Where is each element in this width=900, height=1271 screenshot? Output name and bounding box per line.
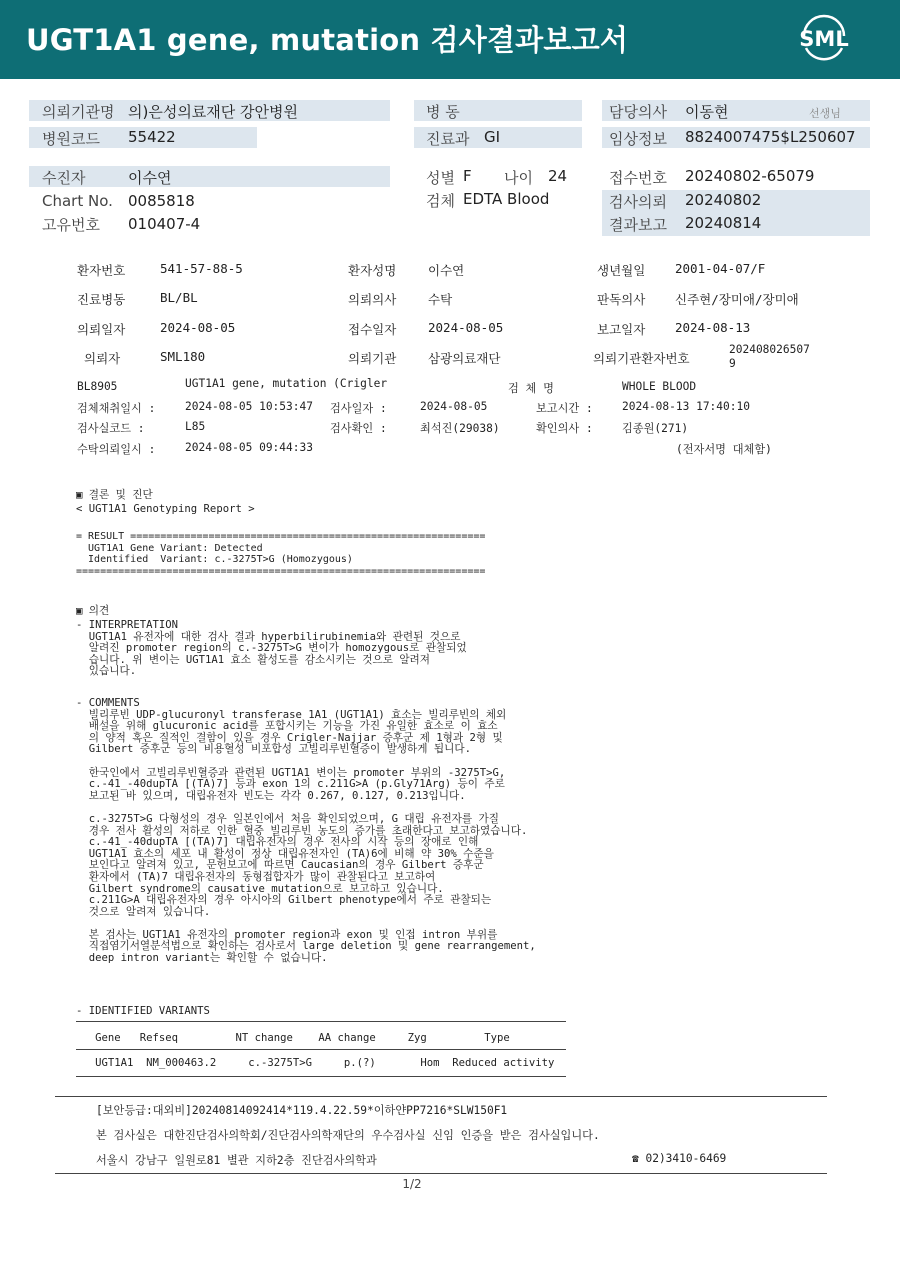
report-title: UGT1A1 gene, mutation 검사결과보고서 <box>26 23 629 57</box>
specimen-value: EDTA Blood <box>463 190 550 208</box>
institution-value: 의)은성의료재단 강안병원 <box>128 103 299 121</box>
recdate-label: 접수일자 <box>348 322 397 337</box>
refdate-label: 의뢰일자 <box>77 322 126 337</box>
reporttime-value: 2024-08-13 17:40:10 <box>622 400 750 413</box>
testdate-value: 2024-08-05 <box>420 400 488 413</box>
repdate-value: 2024-08-13 <box>675 320 751 335</box>
test-specimen-label: 검 체 명 <box>508 382 554 395</box>
refinst-value: 삼광의료재단 <box>428 351 501 366</box>
consign-label: 수탁의뢰일시 : <box>77 443 156 456</box>
checker-value: 최석진(29038) <box>420 422 500 435</box>
refpid-value-2: 9 <box>729 357 736 370</box>
refdoc-label: 의뢰의사 <box>348 292 397 307</box>
uid-value: 010407-4 <box>128 215 201 233</box>
dept-value: GI <box>484 128 501 146</box>
hospital-code-label: 병원코드 <box>42 130 100 148</box>
result-heading: ▣ 결론 및 진단 <box>76 489 153 501</box>
request-label: 검사의뢰 <box>609 193 667 211</box>
variants-header: Gene Refseq NT change AA change Zyg Type <box>76 1032 510 1044</box>
report-value: 20240814 <box>685 214 762 232</box>
variants-heading: - IDENTIFIED VARIANTS <box>76 1005 210 1017</box>
receipt-label: 접수번호 <box>609 169 667 187</box>
refpid-value-1: 202408026507 <box>729 343 810 356</box>
test-name: UGT1A1 gene, mutation (Crigler <box>185 377 388 390</box>
uid-label: 고유번호 <box>42 216 100 234</box>
collect-value: 2024-08-05 10:53:47 <box>185 400 313 413</box>
doctor-value: 이동현 <box>685 103 729 121</box>
sex-value: F <box>463 167 472 185</box>
clinical-label: 임상정보 <box>609 130 667 148</box>
reader-value: 신주현/장미애/장미애 <box>675 292 799 307</box>
requester-label: 의뢰자 <box>84 351 121 366</box>
refdate-value: 2024-08-05 <box>160 320 236 335</box>
dob-label: 생년월일 <box>597 263 646 278</box>
interpretation-text: - INTERPRETATION UGT1A1 유전자에 대한 검사 결과 hyperbilirubinemia와 관련된 것으로 알려진 promoter region의 c.-3275T>G 변이가 homozygous로 관찰되었 습니다. 위 변이는 UGT1A1 효소 활성도를 감소시키는 것으로 알려져 있습니다. <box>76 619 467 678</box>
comments-text: - COMMENTS 빌리루빈 UDP-glucuronyl transferase 1A1 (UGT1A1) 효소는 빌리루빈의 체외 배설을 위해 glucuronic acid를 포합시키는 기능을 가진 유일한 효소로 이 효소 의 양적 혹은 질적인 결함이 있을 경우 Crigler-Najjar 증후군 제 1형과 2형 및 Gilbert 증후군 등의 비용혈성 비포합성 고빌리루빈혈증이 발생하게 됩니다. 한국인에서 고빌리루빈혈증과 관련된 UGT1A1 변이는 promoter 부위의 -3275T>G, c.-41_-40dupTA [(TA)7] 등과 exon 1의 c.211G>A (p.Gly71Arg) 등이 주로 보고된 바 있으며, 대립유전자 빈도는 각각 0.267, 0.127, 0.213입니다. c.-3275T>G 다형성의 경우 일본인에서 처음 확인되었으며, G 대립 유전자를 가질 경우 전사 활성의 저하로 인한 혈중 빌리루빈 농도의 증가를 초래한다고 보고하였습니다. c.-41_-40dupTA [(TA)7] 대립유전자의 경우 전사의 시작 등의 장애로 인해 UGT1A1 효소의 세포 내 활성이 정상 대립유전자인 (TA)6에 비해 약 30% 수준을 보인다고 알려져 있고, 문헌보고에 따르면 Caucasian의 경우 Gilbert 증후군 환자에서 (TA)7 대립유전자의 동형접합자가 많이 관찰된다고 보고하여 Gilbert syndrome의 causative mutation으로 보고하고 있습니다. c.211G>A 대립유전자의 경우 아시아의 Gilbert phenotype에서 주로 관찰되는 것으로 알려져 있습니다. 본 검사는 UGT1A1 유전자의 promoter region과 exon 및 인접 intron 부위를 직접염기서열분석법으로 확인하는 검사로서 large deletion 및 gene rearrangement, deep intron variant는 확인할 수 없습니다. <box>76 697 536 965</box>
cert-line: 본 검사실은 대한진단검사의학회/진단검사의학재단의 우수검사실 신임 인증을 받은 검사실입니다. <box>96 1129 600 1142</box>
refpid-label: 의뢰기관환자번호 <box>593 351 690 366</box>
confirm-label: 확인의사 : <box>536 422 593 435</box>
variants-rule-bottom <box>76 1076 566 1077</box>
dept-label: 진료과 <box>426 130 470 148</box>
sex-label: 성별 <box>426 169 455 187</box>
test-specimen-value: WHOLE BLOOD <box>622 380 697 393</box>
test-code: BL8905 <box>77 380 118 393</box>
age-value: 24 <box>548 167 568 185</box>
phone-line: ☎ 02)3410-6469 <box>632 1152 727 1165</box>
patient-label: 수진자 <box>42 169 86 187</box>
confirm-value: 김종원(271) <box>622 422 689 435</box>
repdate-label: 보고일자 <box>597 322 646 337</box>
age-label: 나이 <box>504 169 533 187</box>
patient-value: 이수연 <box>128 169 172 187</box>
opinion-heading: ▣ 의견 <box>76 605 110 617</box>
sml-logo <box>796 14 852 64</box>
doctor-label: 담당의사 <box>609 103 667 121</box>
report-label: 결과보고 <box>609 216 667 234</box>
specimen-label: 검체 <box>426 192 455 210</box>
pname-value: 이수연 <box>428 263 465 278</box>
recdate-value: 2024-08-05 <box>428 320 504 335</box>
address-line: 서울시 강남구 일원로81 별관 지하2층 진단검사의학과 <box>96 1154 377 1167</box>
esign-note: (전자서명 대체함) <box>676 443 772 456</box>
pname-label: 환자성명 <box>348 263 397 278</box>
checker-label: 검사확인 : <box>330 422 387 435</box>
room-label: 검사실코드 : <box>77 422 145 435</box>
dob-value: 2001-04-07/F <box>675 261 766 276</box>
ward2-value: BL/BL <box>160 290 198 305</box>
header-banner <box>0 0 900 79</box>
variants-rule-mid <box>76 1049 566 1050</box>
testdate-label: 검사일자 : <box>330 402 387 415</box>
refdoc-value: 수탁 <box>428 292 453 307</box>
security-line: [보안등급:대외비]20240814092414*119.4.22.59*이하얀PP7216*SLW150F1 <box>96 1104 508 1117</box>
variants-row: UGT1A1 NM_000463.2 c.-3275T>G p.(?) Hom Reduced activity <box>76 1057 555 1069</box>
pid-value: 541-57-88-5 <box>160 261 243 276</box>
reporttime-label: 보고시간 : <box>536 402 593 415</box>
collect-label: 검체채취일시 : <box>77 402 156 415</box>
reader-label: 판독의사 <box>597 292 646 307</box>
request-value: 20240802 <box>685 191 762 209</box>
room-value: L85 <box>185 420 206 433</box>
ward-label: 병 동 <box>426 103 460 121</box>
variants-rule-top <box>76 1021 566 1022</box>
result-sub: < UGT1A1 Genotyping Report > <box>76 503 255 515</box>
chart-value: 0085818 <box>128 192 195 210</box>
chart-label: Chart No. <box>42 192 113 210</box>
requester-value: SML180 <box>160 349 206 364</box>
hospital-code-value: 55422 <box>128 128 176 146</box>
result-block: = RESULT =========================================================== UGT1A1 Gene Variant: Detected Identified Variant: c.-3275T>G (Homozygous) ==================================================================== <box>76 531 486 577</box>
logo-text: SML <box>799 27 849 51</box>
clinical-value: 8824007475$L250607 <box>685 128 856 146</box>
receipt-value: 20240802-65079 <box>685 167 815 185</box>
doctor-suffix: 선생님 <box>809 107 841 120</box>
ward2-label: 진료병동 <box>77 292 126 307</box>
refinst-label: 의뢰기관 <box>348 351 397 366</box>
institution-label: 의뢰기관명 <box>42 103 115 121</box>
page-number: 1/2 <box>402 1177 422 1191</box>
consign-value: 2024-08-05 09:44:33 <box>185 441 313 454</box>
pid-label: 환자번호 <box>77 263 126 278</box>
